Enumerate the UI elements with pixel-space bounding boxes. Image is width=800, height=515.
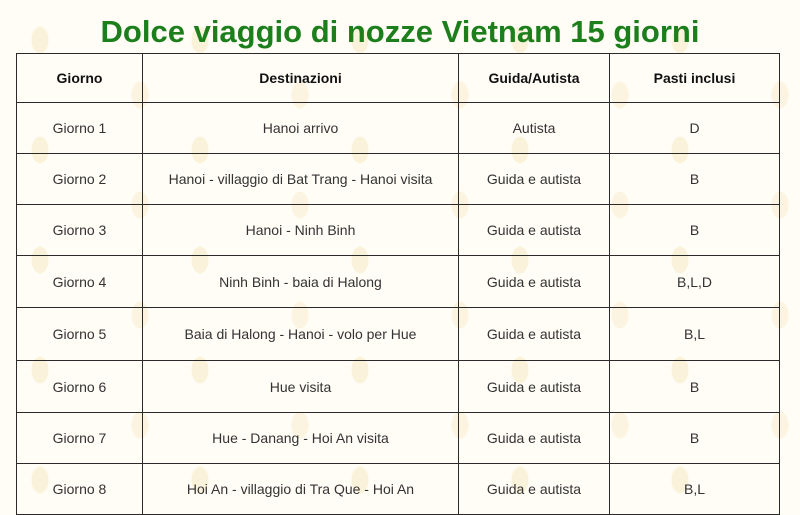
day-cell: Giorno 3 xyxy=(17,205,143,256)
column-header: Pasti inclusi xyxy=(610,54,780,103)
page-title: Dolce viaggio di nozze Vietnam 15 giorni xyxy=(100,14,700,49)
destination-cell: Ninh Binh - baia di Halong xyxy=(143,256,459,308)
table-row xyxy=(17,205,780,256)
meals-cell: B,L,D xyxy=(610,256,780,308)
table-row xyxy=(17,361,780,413)
table-row xyxy=(17,103,780,154)
destination-cell: Hanoi - villaggio di Bat Trang - Hanoi visita xyxy=(143,154,459,205)
meals-cell: B,L xyxy=(610,464,780,515)
guide-cell: Guida e autista xyxy=(459,205,610,256)
table-row xyxy=(17,154,780,205)
meals-cell: B,L xyxy=(610,308,780,361)
guide-cell: Guida e autista xyxy=(459,256,610,308)
meals-cell: B xyxy=(610,361,780,413)
day-cell: Giorno 5 xyxy=(17,308,143,361)
destination-cell: Baia di Halong - Hanoi - volo per Hue xyxy=(143,308,459,361)
day-cell: Giorno 2 xyxy=(17,154,143,205)
meals-cell: B xyxy=(610,413,780,464)
day-cell: Giorno 7 xyxy=(17,413,143,464)
destination-cell: Hanoi arrivo xyxy=(143,103,459,154)
itinerary-table xyxy=(16,53,780,515)
meals-cell: B xyxy=(610,154,780,205)
guide-cell: Guida e autista xyxy=(459,413,610,464)
column-header: Destinazioni xyxy=(143,54,459,103)
column-header: Guida/Autista xyxy=(459,54,610,103)
day-cell: Giorno 6 xyxy=(17,361,143,413)
guide-cell: Autista xyxy=(459,103,610,154)
day-cell: Giorno 8 xyxy=(17,464,143,515)
column-header: Giorno xyxy=(17,54,143,103)
table-row xyxy=(17,256,780,308)
guide-cell: Guida e autista xyxy=(459,154,610,205)
guide-cell: Guida e autista xyxy=(459,464,610,515)
meals-cell: D xyxy=(610,103,780,154)
guide-cell: Guida e autista xyxy=(459,308,610,361)
table-header-row xyxy=(17,54,780,103)
destination-cell: Hue - Danang - Hoi An visita xyxy=(143,413,459,464)
table-row xyxy=(17,413,780,464)
guide-cell: Guida e autista xyxy=(459,361,610,413)
table-row xyxy=(17,308,780,361)
destination-cell: Hue visita xyxy=(143,361,459,413)
destination-cell: Hoi An - villaggio di Tra Que - Hoi An xyxy=(143,464,459,515)
table-row xyxy=(17,464,780,515)
destination-cell: Hanoi - Ninh Binh xyxy=(143,205,459,256)
meals-cell: B xyxy=(610,205,780,256)
day-cell: Giorno 4 xyxy=(17,256,143,308)
day-cell: Giorno 1 xyxy=(17,103,143,154)
